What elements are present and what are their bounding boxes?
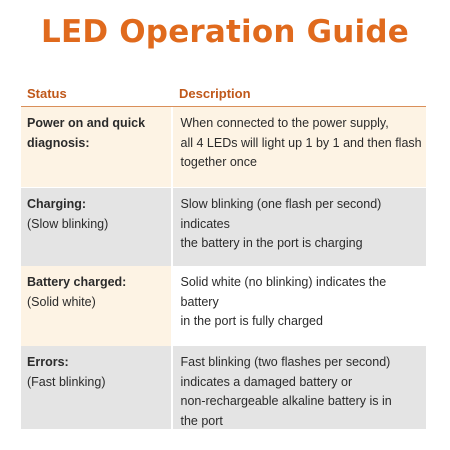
description-cell <box>173 266 427 346</box>
description-cell <box>173 346 427 429</box>
description-line: all 4 LEDs will light up 1 by 1 and then flash <box>180 135 422 150</box>
description-line: indicates a damaged battery or <box>180 374 353 389</box>
description-line: Solid white (no blinking) indicates the battery <box>180 275 387 309</box>
table-body <box>21 0 426 450</box>
status-title: Power on and quick <box>27 116 146 130</box>
status-title: Charging: <box>27 197 87 211</box>
page-title: LED Operation Guide <box>41 14 409 50</box>
description-line: Fast blinking (two flashes per second) <box>180 355 391 369</box>
description-line: the battery in the port is charging <box>180 236 363 250</box>
status-title: Errors: <box>27 355 69 369</box>
status-title-cont: diagnosis: <box>27 135 90 150</box>
status-cell <box>21 346 171 429</box>
description-cell <box>173 188 427 266</box>
table-row <box>21 107 426 187</box>
description-line: Slow blinking (one flash per second) indicates <box>180 197 382 231</box>
status-subtitle: (Fast blinking) <box>27 374 106 389</box>
description-line: non-rechargeable alkaline battery is in <box>180 394 392 408</box>
column-header-status: Status <box>27 86 67 101</box>
description-line: together once <box>180 155 257 169</box>
column-header-description: Description <box>179 86 251 101</box>
status-title: Battery charged: <box>27 275 127 289</box>
status-subtitle: (Slow blinking) <box>27 216 109 231</box>
table-row <box>21 266 426 346</box>
table-row <box>21 188 426 266</box>
status-cell <box>21 266 171 346</box>
description-line: in the port is fully charged <box>180 314 323 328</box>
status-subtitle: (Solid white) <box>27 294 96 309</box>
table-row <box>21 346 426 429</box>
status-cell <box>21 107 171 187</box>
description-line: the port <box>180 413 223 428</box>
description-line: When connected to the power supply, <box>180 116 389 130</box>
status-cell <box>21 188 171 266</box>
description-cell <box>173 107 427 187</box>
